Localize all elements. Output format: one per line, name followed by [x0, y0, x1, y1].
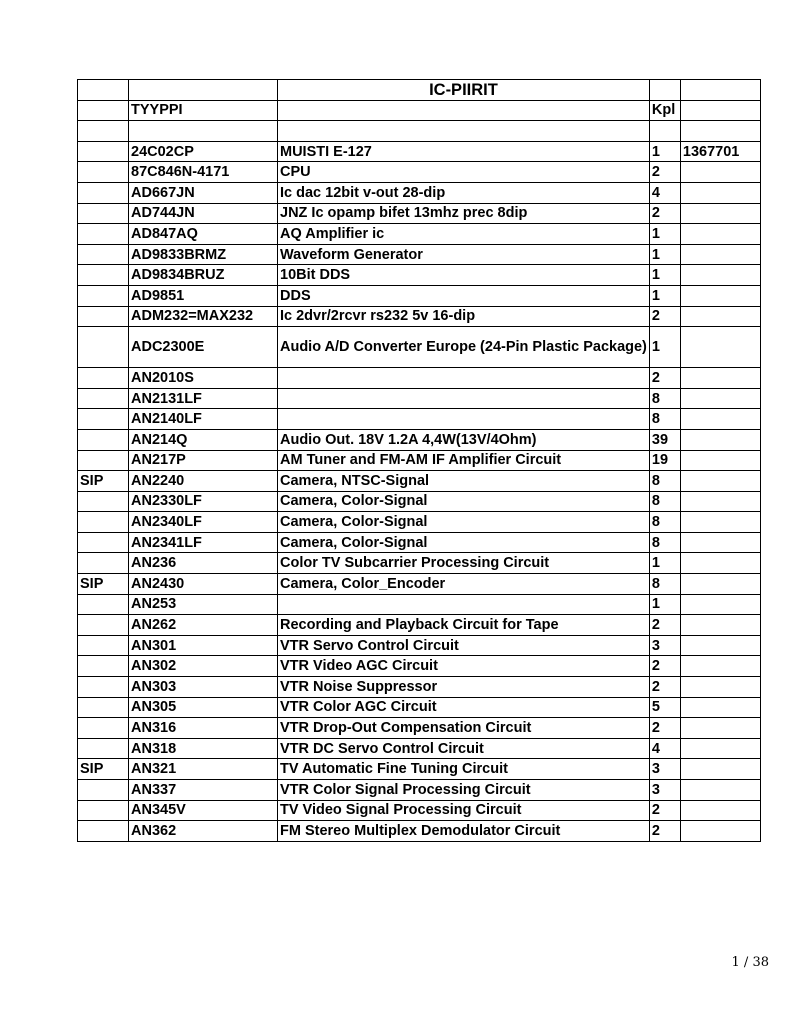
package-cell	[78, 203, 129, 224]
type-header: TYYPPI	[129, 100, 278, 121]
code-cell	[680, 677, 760, 698]
package-cell	[78, 327, 129, 368]
table-row	[78, 512, 761, 533]
description-cell: TV Video Signal Processing Circuit	[278, 800, 650, 821]
description-cell: Color TV Subcarrier Processing Circuit	[278, 553, 650, 574]
description-cell	[278, 388, 650, 409]
type-cell: AN2430	[129, 574, 278, 595]
table-row	[78, 141, 761, 162]
table-row	[78, 244, 761, 265]
description-cell: VTR Color Signal Processing Circuit	[278, 780, 650, 801]
cell	[278, 121, 650, 142]
package-cell	[78, 738, 129, 759]
cell	[129, 80, 278, 101]
table-row	[78, 162, 761, 183]
quantity-cell: 2	[649, 203, 680, 224]
table-row	[78, 697, 761, 718]
package-cell	[78, 368, 129, 389]
description-cell: AQ Amplifier ic	[278, 224, 650, 245]
type-cell: AD847AQ	[129, 224, 278, 245]
table-row	[78, 656, 761, 677]
description-cell: Camera, Color-Signal	[278, 512, 650, 533]
table-row	[78, 759, 761, 780]
type-cell: AD744JN	[129, 203, 278, 224]
package-cell	[78, 532, 129, 553]
code-cell	[680, 409, 760, 430]
table-row	[78, 429, 761, 450]
table-row	[78, 182, 761, 203]
table-row	[78, 800, 761, 821]
code-cell	[680, 821, 760, 842]
package-cell	[78, 244, 129, 265]
quantity-cell: 3	[649, 759, 680, 780]
table-row	[78, 224, 761, 245]
package-cell	[78, 265, 129, 286]
description-cell: VTR Video AGC Circuit	[278, 656, 650, 677]
code-cell	[680, 182, 760, 203]
description-cell: TV Automatic Fine Tuning Circuit	[278, 759, 650, 780]
quantity-cell: 8	[649, 409, 680, 430]
table-row	[78, 471, 761, 492]
code-cell	[680, 224, 760, 245]
quantity-cell: 1	[649, 265, 680, 286]
quantity-cell: 1	[649, 327, 680, 368]
table-row	[78, 388, 761, 409]
package-cell: SIP	[78, 574, 129, 595]
package-cell	[78, 450, 129, 471]
cell	[649, 80, 680, 101]
description-cell: VTR DC Servo Control Circuit	[278, 738, 650, 759]
code-cell	[680, 800, 760, 821]
quantity-cell: 19	[649, 450, 680, 471]
quantity-cell: 8	[649, 491, 680, 512]
quantity-cell: 5	[649, 697, 680, 718]
description-cell: VTR Color AGC Circuit	[278, 697, 650, 718]
type-cell: AD9851	[129, 285, 278, 306]
quantity-cell: 2	[649, 306, 680, 327]
package-cell	[78, 553, 129, 574]
package-cell	[78, 409, 129, 430]
cell	[78, 80, 129, 101]
code-cell	[680, 265, 760, 286]
quantity-cell: 8	[649, 574, 680, 595]
description-cell: Recording and Playback Circuit for Tape	[278, 615, 650, 636]
spacer-row	[78, 121, 761, 142]
table-row	[78, 203, 761, 224]
cell	[278, 100, 650, 121]
type-cell: ADM232=MAX232	[129, 306, 278, 327]
code-cell	[680, 512, 760, 533]
description-cell: MUISTI E-127	[278, 141, 650, 162]
quantity-cell: 1	[649, 224, 680, 245]
type-cell: AN305	[129, 697, 278, 718]
code-cell	[680, 244, 760, 265]
code-cell	[680, 162, 760, 183]
package-cell	[78, 718, 129, 739]
quantity-cell: 2	[649, 368, 680, 389]
ic-parts-table	[77, 79, 761, 842]
description-cell: CPU	[278, 162, 650, 183]
table-row	[78, 635, 761, 656]
cell	[649, 121, 680, 142]
quantity-cell: 3	[649, 780, 680, 801]
description-cell: Audio Out. 18V 1.2A 4,4W(13V/4Ohm)	[278, 429, 650, 450]
quantity-cell: 1	[649, 141, 680, 162]
type-cell: AN302	[129, 656, 278, 677]
package-cell	[78, 780, 129, 801]
description-cell	[278, 409, 650, 430]
quantity-cell: 1	[649, 553, 680, 574]
type-cell: AN214Q	[129, 429, 278, 450]
package-cell	[78, 182, 129, 203]
code-cell	[680, 327, 760, 368]
code-cell	[680, 491, 760, 512]
type-cell: AN217P	[129, 450, 278, 471]
table-row	[78, 718, 761, 739]
description-cell	[278, 368, 650, 389]
qty-header: Kpl	[649, 100, 680, 121]
code-cell	[680, 759, 760, 780]
code-cell	[680, 388, 760, 409]
description-cell: Camera, Color-Signal	[278, 491, 650, 512]
description-cell: Ic 2dvr/2rcvr rs232 5v 16-dip	[278, 306, 650, 327]
type-cell: AN2341LF	[129, 532, 278, 553]
code-cell	[680, 471, 760, 492]
code-cell	[680, 532, 760, 553]
package-cell	[78, 697, 129, 718]
description-cell: AM Tuner and FM-AM IF Amplifier Circuit	[278, 450, 650, 471]
package-cell	[78, 594, 129, 615]
type-cell: AN318	[129, 738, 278, 759]
quantity-cell: 1	[649, 594, 680, 615]
quantity-cell: 4	[649, 738, 680, 759]
header-row	[78, 100, 761, 121]
quantity-cell: 3	[649, 635, 680, 656]
type-cell: AD9833BRMZ	[129, 244, 278, 265]
type-cell: AN337	[129, 780, 278, 801]
package-cell: SIP	[78, 759, 129, 780]
type-cell: AN2330LF	[129, 491, 278, 512]
description-cell: Camera, NTSC-Signal	[278, 471, 650, 492]
code-cell	[680, 553, 760, 574]
code-cell	[680, 594, 760, 615]
package-cell	[78, 512, 129, 533]
table-row	[78, 677, 761, 698]
code-cell	[680, 306, 760, 327]
code-cell	[680, 450, 760, 471]
cell	[680, 100, 760, 121]
description-cell: Camera, Color-Signal	[278, 532, 650, 553]
description-cell: JNZ Ic opamp bifet 13mhz prec 8dip	[278, 203, 650, 224]
code-cell	[680, 368, 760, 389]
table-row	[78, 532, 761, 553]
quantity-cell: 2	[649, 677, 680, 698]
cell	[78, 121, 129, 142]
quantity-cell: 2	[649, 162, 680, 183]
code-cell	[680, 780, 760, 801]
package-cell	[78, 800, 129, 821]
code-cell	[680, 635, 760, 656]
description-cell: DDS	[278, 285, 650, 306]
code-cell	[680, 738, 760, 759]
table-row	[78, 574, 761, 595]
type-cell: AN2131LF	[129, 388, 278, 409]
code-cell: 1367701	[680, 141, 760, 162]
quantity-cell: 2	[649, 718, 680, 739]
package-cell	[78, 615, 129, 636]
code-cell	[680, 285, 760, 306]
package-cell	[78, 141, 129, 162]
quantity-cell: 2	[649, 615, 680, 636]
package-cell	[78, 635, 129, 656]
package-cell	[78, 306, 129, 327]
package-cell	[78, 429, 129, 450]
page-number: 1 / 38	[731, 955, 769, 970]
table-row	[78, 615, 761, 636]
table-row	[78, 450, 761, 471]
quantity-cell: 8	[649, 512, 680, 533]
type-cell: AN362	[129, 821, 278, 842]
table-row	[78, 594, 761, 615]
description-cell: VTR Drop-Out Compensation Circuit	[278, 718, 650, 739]
table-row	[78, 553, 761, 574]
code-cell	[680, 615, 760, 636]
cell	[78, 100, 129, 121]
quantity-cell: 8	[649, 471, 680, 492]
type-cell: AN301	[129, 635, 278, 656]
type-cell: 24C02CP	[129, 141, 278, 162]
package-cell	[78, 677, 129, 698]
type-cell: AN321	[129, 759, 278, 780]
type-cell: AN2010S	[129, 368, 278, 389]
code-cell	[680, 203, 760, 224]
quantity-cell: 2	[649, 656, 680, 677]
table-row	[78, 327, 761, 368]
type-cell: AD667JN	[129, 182, 278, 203]
description-cell: Camera, Color_Encoder	[278, 574, 650, 595]
type-cell: 87C846N-4171	[129, 162, 278, 183]
package-cell	[78, 491, 129, 512]
description-cell: Waveform Generator	[278, 244, 650, 265]
description-cell: Audio A/D Converter Europe (24-Pin Plastic Package)	[278, 327, 650, 368]
table-row	[78, 306, 761, 327]
package-cell	[78, 388, 129, 409]
cell	[129, 121, 278, 142]
description-cell: FM Stereo Multiplex Demodulator Circuit	[278, 821, 650, 842]
package-cell	[78, 821, 129, 842]
type-cell: AN316	[129, 718, 278, 739]
title-row	[78, 80, 761, 101]
package-cell	[78, 285, 129, 306]
code-cell	[680, 697, 760, 718]
description-cell: VTR Noise Suppressor	[278, 677, 650, 698]
type-cell: AN253	[129, 594, 278, 615]
quantity-cell: 39	[649, 429, 680, 450]
table-row	[78, 265, 761, 286]
quantity-cell: 8	[649, 532, 680, 553]
type-cell: AN236	[129, 553, 278, 574]
cell	[680, 121, 760, 142]
code-cell	[680, 718, 760, 739]
table-row	[78, 491, 761, 512]
code-cell	[680, 656, 760, 677]
type-cell: AN262	[129, 615, 278, 636]
quantity-cell: 1	[649, 244, 680, 265]
package-cell	[78, 656, 129, 677]
package-cell	[78, 162, 129, 183]
table-row	[78, 368, 761, 389]
description-cell: VTR Servo Control Circuit	[278, 635, 650, 656]
description-cell: Ic dac 12bit v-out 28-dip	[278, 182, 650, 203]
table-row	[78, 409, 761, 430]
table-row	[78, 285, 761, 306]
package-cell	[78, 224, 129, 245]
type-cell: AD9834BRUZ	[129, 265, 278, 286]
quantity-cell: 8	[649, 388, 680, 409]
type-cell: ADC2300E	[129, 327, 278, 368]
type-cell: AN303	[129, 677, 278, 698]
table-row	[78, 821, 761, 842]
table-title: IC-PIIRIT	[278, 80, 650, 101]
cell	[680, 80, 760, 101]
description-cell	[278, 594, 650, 615]
type-cell: AN345V	[129, 800, 278, 821]
code-cell	[680, 429, 760, 450]
description-cell: 10Bit DDS	[278, 265, 650, 286]
quantity-cell: 2	[649, 821, 680, 842]
quantity-cell: 4	[649, 182, 680, 203]
table-row	[78, 738, 761, 759]
quantity-cell: 2	[649, 800, 680, 821]
type-cell: AN2340LF	[129, 512, 278, 533]
quantity-cell: 1	[649, 285, 680, 306]
type-cell: AN2240	[129, 471, 278, 492]
package-cell: SIP	[78, 471, 129, 492]
table-row	[78, 780, 761, 801]
code-cell	[680, 574, 760, 595]
type-cell: AN2140LF	[129, 409, 278, 430]
